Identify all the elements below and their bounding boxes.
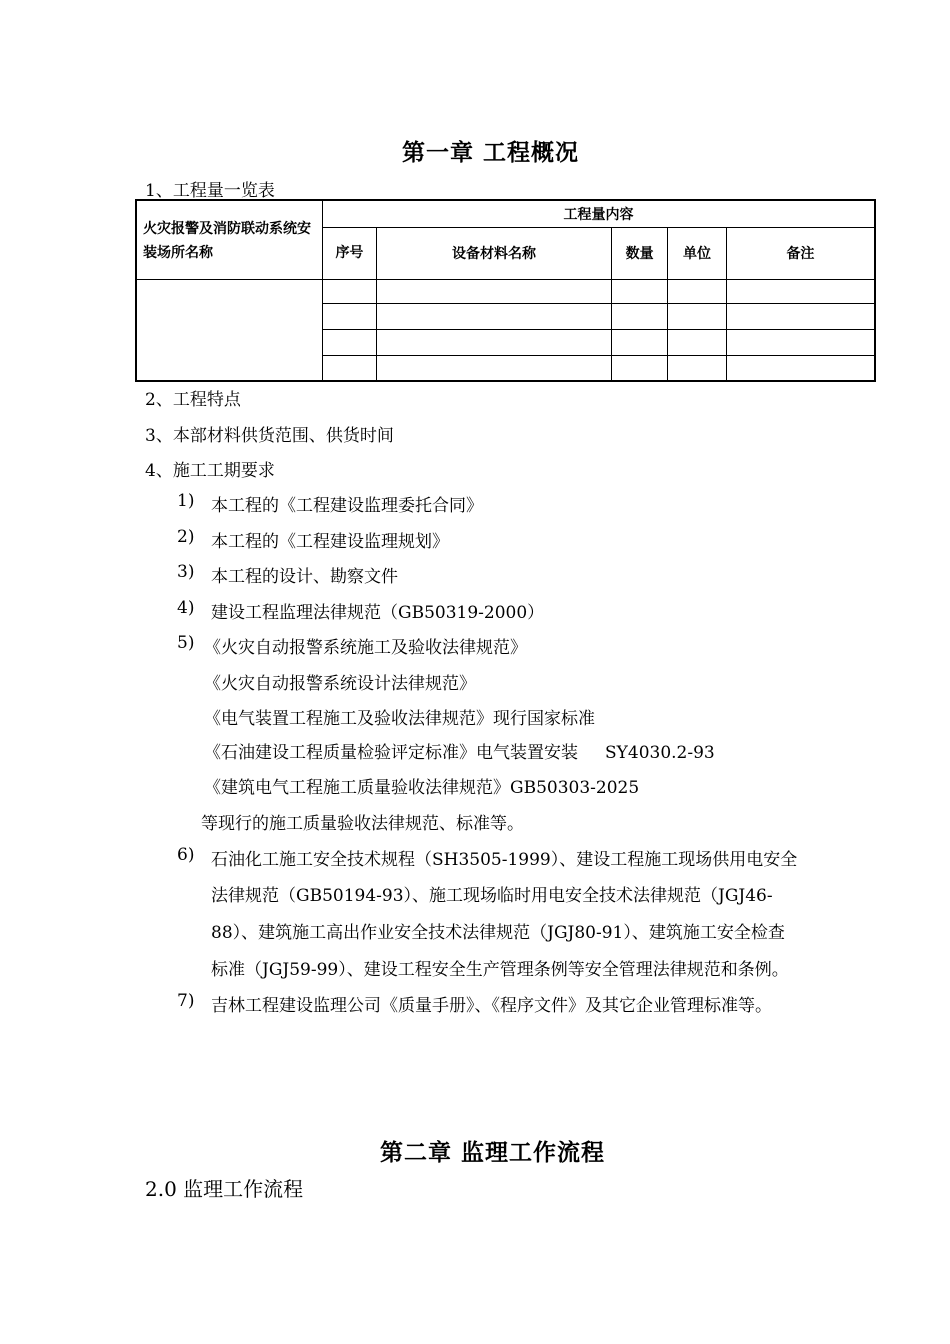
table-cell	[726, 329, 875, 355]
list-item: 本工程的《工程建设监理委托合同》	[211, 496, 483, 516]
table-cell	[668, 355, 727, 381]
list-item-continuation: 标准（JGJ59-99）、建设工程安全生产管理条例等安全管理法律规范和条例。	[211, 960, 789, 980]
quantity-group-header: 工程量内容	[322, 200, 875, 227]
list-number: 4)	[177, 598, 195, 618]
list-item-continuation: 《石油建设工程质量检验评定标准》电气装置安装 SY4030.2-93	[204, 743, 715, 763]
table-row	[136, 279, 875, 303]
table-cell	[612, 355, 668, 381]
list-item: 石油化工施工安全技术规程（SH3505-1999）、建设工程施工现场供用电安全	[211, 850, 798, 870]
table-cell	[612, 329, 668, 355]
list-item-continuation: 《火灾自动报警系统设计法律规范》	[204, 674, 476, 694]
list-item: 建设工程监理法律规范（GB50319-2000）	[211, 603, 545, 623]
table-cell	[376, 303, 611, 329]
table-cell	[322, 303, 376, 329]
section-2-heading: 2、工程特点	[145, 390, 241, 410]
chapter2-title: 第二章 监理工作流程	[380, 1139, 606, 1166]
list-item: 《火灾自动报警系统施工及验收法律规范》	[204, 638, 527, 658]
location-header: 火灾报警及消防联动系统安装场所名称	[136, 200, 322, 279]
list-item-continuation: 法律规范（GB50194-93）、施工现场临时用电安全技术法律规范（JGJ46-	[211, 886, 773, 906]
list-item-continuation: 等现行的施工质量验收法律规范、标准等。	[201, 814, 524, 834]
table-cell	[668, 329, 727, 355]
col-header-unit: 单位	[668, 227, 727, 279]
section-1-heading: 1、工程量一览表	[145, 181, 275, 201]
list-item: 吉林工程建设监理公司《质量手册》、《程序文件》及其它企业管理标准等。	[211, 996, 772, 1016]
section-3-heading: 3、本部材料供货范围、供货时间	[145, 426, 394, 446]
list-item-continuation: 《电气装置工程施工及验收法律规范》现行国家标准	[204, 709, 595, 729]
col-header-remark: 备注	[726, 227, 875, 279]
list-number: 2)	[177, 527, 195, 547]
list-item-continuation: 88）、建筑施工高出作业安全技术法律规范（JGJ80-91）、建筑施工安全检查	[211, 923, 785, 943]
list-number: 1)	[177, 491, 195, 511]
chapter2-section-heading: 2.0 监理工作流程	[145, 1177, 304, 1201]
list-number: 7)	[177, 991, 195, 1011]
chapter1-title: 第一章 工程概况	[402, 139, 580, 166]
col-header-seq: 序号	[322, 227, 376, 279]
location-cell	[136, 279, 322, 381]
list-item-continuation: 《建筑电气工程施工质量验收法律规范》GB50303-2025	[204, 778, 640, 798]
table-cell	[726, 279, 875, 303]
table-cell	[322, 279, 376, 303]
list-number: 3)	[177, 562, 195, 582]
table-cell	[612, 303, 668, 329]
table-cell	[376, 329, 611, 355]
list-number: 6)	[177, 845, 195, 865]
col-header-quantity: 数量	[612, 227, 668, 279]
table-cell	[376, 279, 611, 303]
table-cell	[322, 355, 376, 381]
table-cell	[322, 329, 376, 355]
list-number: 5)	[177, 633, 195, 653]
list-item: 本工程的设计、勘察文件	[211, 567, 398, 587]
table-cell	[612, 279, 668, 303]
table-cell	[726, 355, 875, 381]
table-cell	[668, 279, 727, 303]
table-cell	[668, 303, 727, 329]
section-4-heading: 4、施工工期要求	[145, 461, 275, 481]
table-cell	[726, 303, 875, 329]
list-item: 本工程的《工程建设监理规划》	[211, 532, 449, 552]
table-cell	[376, 355, 611, 381]
quantity-table	[135, 199, 876, 382]
col-header-material: 设备材料名称	[376, 227, 611, 279]
